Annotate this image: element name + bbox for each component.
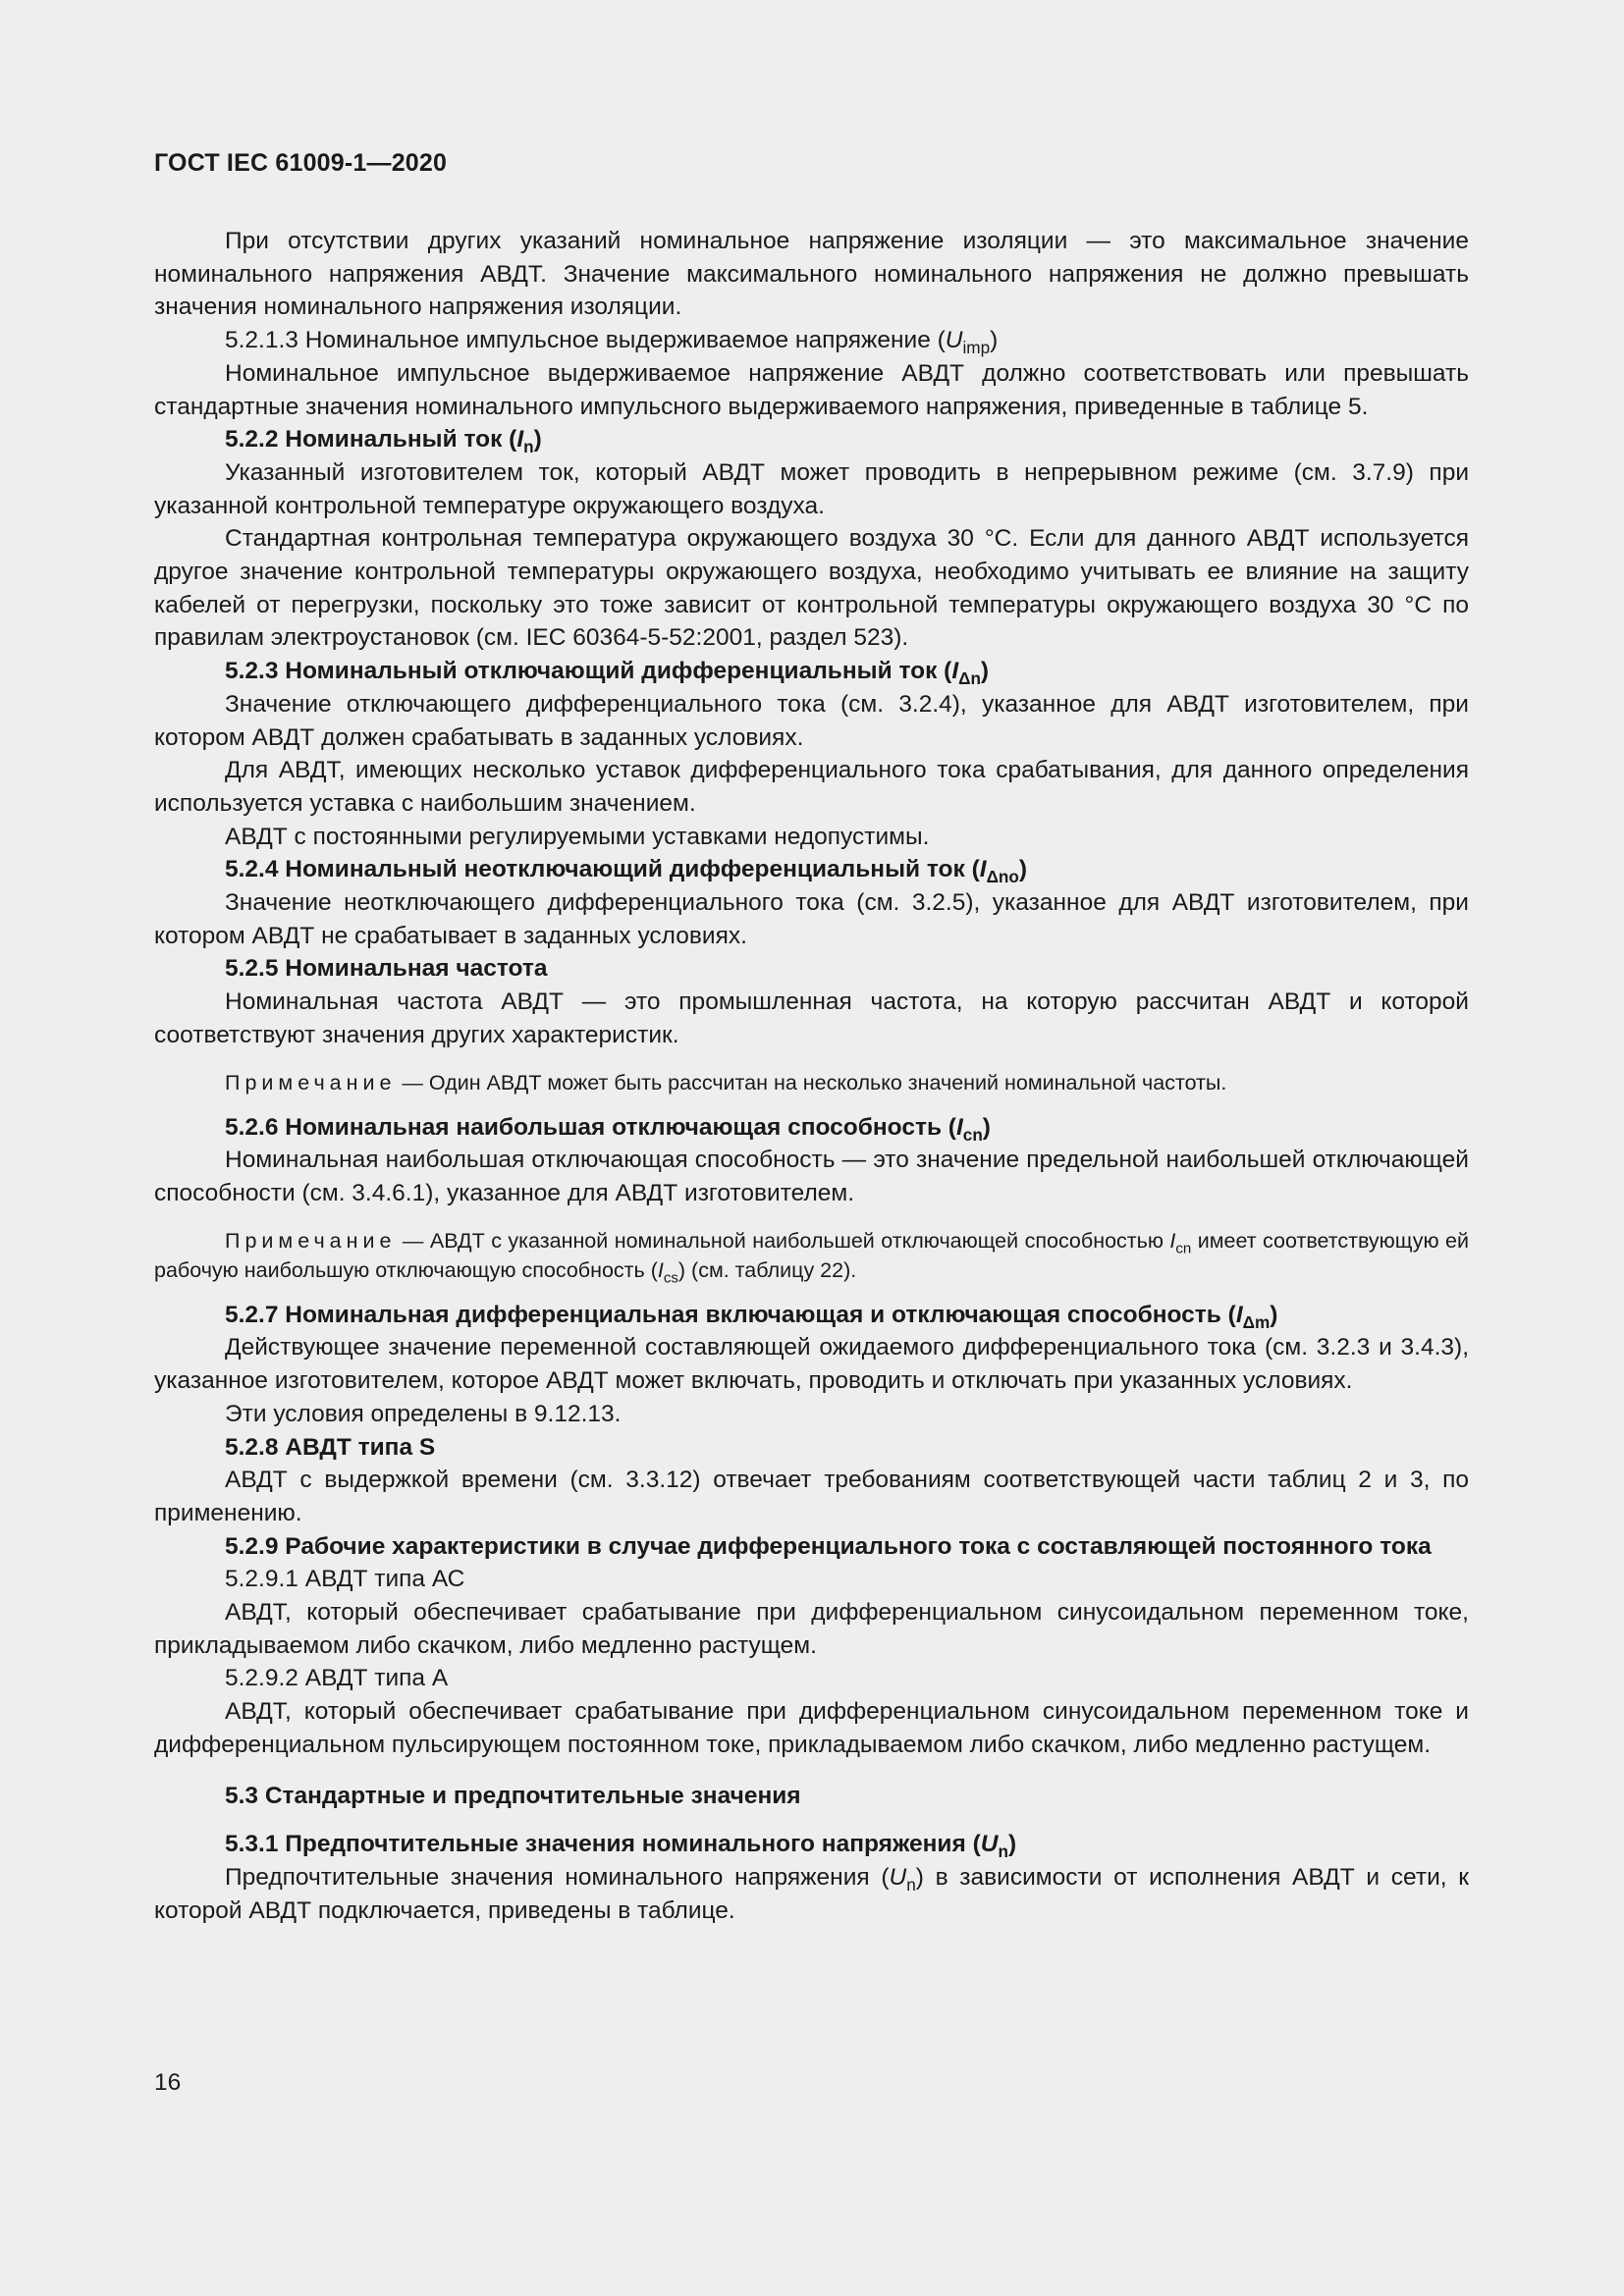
paragraph: Для АВДТ, имеющих несколько уставок дифференциального тока срабатывания, для данного определения используется уставка с наибольшим значением. — [154, 757, 1469, 817]
section-heading-5-3: 5.3 Стандартные и предпочтительные значения — [225, 1782, 801, 1809]
note: Примечание — АВДТ с указанной номинальной наибольшей отключающей способностью $I_{cn}$ имеет соответствующую ей рабочую наибольшую отключающую способность $(I_{cs})$ (см. таблицу 22). — [154, 1228, 1470, 1286]
document-header: ГОСТ IEC 61009-1—2020 — [154, 149, 448, 177]
section-heading-5-2-9: 5.2.9 Рабочие характеристики в случае дифференциального тока с составляющей постоянного тока — [225, 1532, 1432, 1560]
section-heading-5-3-1: 5.3.1 Предпочтительные значения номинального напряжения $(U_n)$ — [225, 1831, 1017, 1862]
paragraph: Номинальное импульсное выдерживаемое напряжение АВДТ должно соответствовать или превышать стандартные значения номинального импульсного выдерживаемого напряжения, приведенные в таблице 5. — [154, 359, 1469, 420]
section-heading-5-2-8: 5.2.8 АВДТ типа S — [225, 1433, 436, 1461]
section-heading-5-2-2: 5.2.2 Номинальный ток $(I_n)$ — [225, 426, 542, 457]
note-label: Примечание — [225, 1228, 397, 1253]
paragraph: АВДТ, который обеспечивает срабатывание при дифференциальном синусоидальном переменном токе и дифференциальном пульсирующем постоянном токе, прикладываемом либо скачком, либо медленно растущем. — [154, 1698, 1469, 1758]
paragraph: Эти условия определены в 9.12.13. — [225, 1400, 622, 1427]
paragraph: АВДТ с постоянными регулируемыми уставками недопустимы. — [225, 823, 930, 850]
section-heading-5-2-3: 5.2.3 Номинальный отключающий дифференциальный ток $(I_{\Delta n})$ — [225, 658, 990, 689]
paragraph: Значение неотключающего дифференциального тока (см. 3.2.5), указанное для АВДТ изготовителем, при котором АВДТ не срабатывает в заданных условиях. — [154, 889, 1469, 949]
paragraph: АВДТ с выдержкой времени (см. 3.3.12) отвечает требованиям соответствующей части таблиц 2 и 3, по применению. — [154, 1467, 1469, 1526]
subsection-heading-5-2-9-1: 5.2.9.1 АВДТ типа АС — [225, 1566, 465, 1593]
note-label: Примечание — [225, 1070, 397, 1095]
document-body — [154, 225, 1469, 1927]
paragraph: Стандартная контрольная температура окружающего воздуха 30 °С. Если для данного АВДТ используется другое значение контрольной температуры окружающего воздуха, необходимо учитывать ее влияние на защиту кабелей от перегрузки, поскольку это тоже зависит от контрольной температуры окружающего воздуха 30 °С по правилам электроустановок (см. IEC 60364-5-52:2001, раздел 523). — [154, 525, 1469, 652]
section-heading-5-2-7: 5.2.7 Номинальная дифференциальная включающая и отключающая способность $(I_{\Delta m})$ — [225, 1301, 1278, 1332]
paragraph: Номинальная наибольшая отключающая способность — это значение предельной наибольшей отключающей способности (см. 3.4.6.1), указанное для АВДТ изготовителем. — [154, 1147, 1469, 1206]
subsection-heading-5-2-9-2: 5.2.9.2 АВДТ типа А — [225, 1665, 449, 1692]
paragraph: Номинальная частота АВДТ — это промышленная частота, на которую рассчитан АВДТ и которой соответствуют значения других характеристик. — [154, 988, 1469, 1048]
paragraph: Значение отключающего дифференциального тока (см. 3.2.4), указанное для АВДТ изготовителем, при котором АВДТ должен срабатывать в заданных условиях. — [154, 690, 1469, 751]
section-heading-5-2-6: 5.2.6 Номинальная наибольшая отключающая способность $(I_{cn})$ — [225, 1113, 991, 1145]
paragraph: Предпочтительные значения номинального напряжения $(U_n)$ в зависимости от исполнения АВДТ и сети, к которой АВДТ подключается, приведены в таблице. — [154, 1863, 1469, 1924]
note: Примечание — Один АВДТ может быть рассчитан на несколько значений номинальной частоты. — [225, 1070, 1227, 1095]
paragraph: При отсутствии других указаний номинальное напряжение изоляции — это максимальное значение номинального напряжения АВДТ. Значение максимального номинального напряжения не должно превышать значения номинального напряжения изоляции. — [154, 228, 1469, 321]
paragraph: АВДТ, который обеспечивает срабатывание при дифференциальном синусоидальном переменном токе, прикладываемом либо скачком, либо медленно растущем. — [154, 1599, 1469, 1659]
paragraph: Действующее значение переменной составляющей ожидаемого дифференциального тока (см. 3.2.3 и 3.4.3), указанное изготовителем, которое АВДТ может включать, проводить и отключать при указанных условиях. — [154, 1334, 1469, 1395]
section-heading-5-2-5: 5.2.5 Номинальная частота — [225, 955, 548, 983]
subsection-heading-5-2-1-3: 5.2.1.3 Номинальное импульсное выдерживаемое напряжение $(U_{imp})$ — [225, 327, 999, 358]
page-number: 16 — [154, 2069, 182, 2096]
section-heading-5-2-4: 5.2.4 Номинальный неотключающий дифференциальный ток $(I_{\Delta no})$ — [225, 856, 1027, 887]
paragraph: Указанный изготовителем ток, который АВДТ может проводить в непрерывном режиме (см. 3.7.9) при указанной контрольной температуре окружающего воздуха. — [154, 458, 1469, 519]
